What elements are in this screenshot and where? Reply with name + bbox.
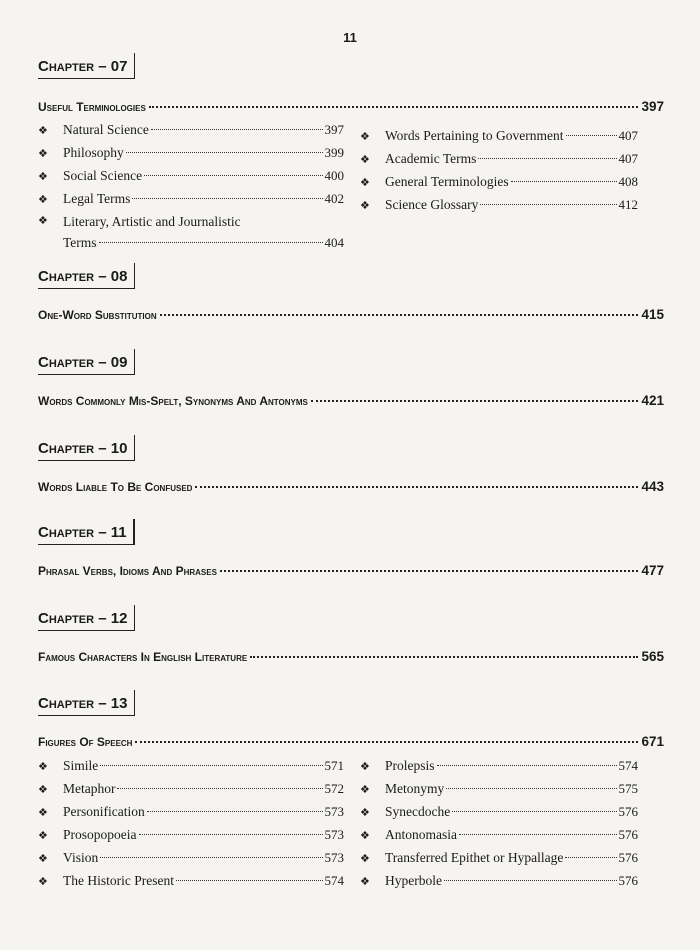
- leader-dots: [176, 880, 323, 881]
- toc-entry[interactable]: [38, 307, 664, 322]
- leader-dots: [437, 765, 617, 766]
- bullet-icon: ❖: [360, 131, 370, 143]
- chapter-heading: Chapter – 08: [38, 268, 135, 289]
- subtopic-item[interactable]: [360, 125, 638, 148]
- leader-dots: [459, 834, 617, 835]
- leader-dots: [478, 158, 616, 159]
- chapter-page: 565: [641, 649, 664, 664]
- subtopic-columns: [38, 755, 664, 887]
- chapter-12: [38, 610, 664, 664]
- leader-dots: [444, 880, 617, 881]
- page-number: 11: [343, 30, 357, 45]
- toc-entry[interactable]: [38, 99, 664, 114]
- bullet-icon: ❖: [360, 200, 370, 212]
- leader-dots: [160, 314, 639, 316]
- leader-dots: [311, 400, 639, 402]
- chapter-10: [38, 440, 664, 494]
- subtopic-name: Simile: [63, 758, 99, 773]
- subtopic-item[interactable]: [360, 870, 638, 893]
- subtopic-name: Transferred Epithet or Hypallage: [385, 850, 564, 865]
- bullet-icon: ❖: [38, 194, 48, 206]
- toc-entry[interactable]: [38, 649, 664, 664]
- subtopic-item[interactable]: [38, 165, 344, 188]
- subtopic-page: 573: [324, 850, 344, 865]
- subtopic-item[interactable]: [38, 870, 344, 893]
- chapter-09: [38, 354, 664, 408]
- subtopic-page: 402: [324, 191, 344, 206]
- bullet-icon: ❖: [360, 830, 370, 842]
- chapter-13: [38, 695, 664, 887]
- subtopic-page: 574: [324, 873, 344, 888]
- subtopic-page: 576: [618, 873, 638, 888]
- subtopic-page: 404: [324, 235, 344, 250]
- leader-dots: [132, 198, 322, 199]
- chapter-title: Figures Of Speech: [38, 735, 133, 749]
- chapter-page: 397: [641, 99, 664, 114]
- subtopic-name: General Terminologies: [385, 174, 509, 189]
- subtopic-item[interactable]: [38, 801, 344, 824]
- leader-dots: [100, 765, 322, 766]
- bullet-icon: ❖: [38, 761, 48, 773]
- subtopic-name-line1: Literary, Artistic and Journalistic: [63, 214, 241, 229]
- bullet-icon: ❖: [38, 784, 48, 796]
- subtopic-name-line2: Terms: [63, 235, 97, 250]
- subtopic-name: Metaphor: [63, 781, 116, 796]
- bullet-icon: ❖: [360, 807, 370, 819]
- toc-entry[interactable]: [38, 479, 664, 494]
- chapter-heading: Chapter – 12: [38, 610, 135, 631]
- bullet-icon: ❖: [38, 807, 48, 819]
- chapter-page: 443: [641, 479, 664, 494]
- subtopic-name: Social Science: [63, 168, 143, 183]
- subtopic-item[interactable]: [38, 142, 344, 165]
- leader-dots: [149, 106, 639, 108]
- subtopic-item[interactable]: [38, 824, 344, 847]
- subtopic-page: 576: [618, 804, 638, 819]
- subtopic-column-right: [360, 125, 638, 217]
- subtopic-page: 575: [618, 781, 638, 796]
- leader-dots: [144, 175, 322, 176]
- subtopic-name: Academic Terms: [385, 151, 477, 166]
- subtopic-item[interactable]: [38, 755, 344, 778]
- subtopic-name: The Historic Present: [63, 873, 174, 888]
- subtopic-item[interactable]: [38, 188, 344, 211]
- leader-dots: [195, 486, 638, 488]
- subtopic-item[interactable]: [360, 778, 638, 801]
- chapter-title: Words Liable To Be Confused: [38, 480, 193, 494]
- bullet-icon: ❖: [360, 761, 370, 773]
- bullet-icon: ❖: [360, 853, 370, 865]
- chapter-heading: Chapter – 13: [38, 695, 135, 716]
- subtopic-column-left: [38, 755, 344, 893]
- subtopic-item[interactable]: [360, 171, 638, 194]
- chapter-08: [38, 268, 664, 322]
- leader-dots: [135, 741, 638, 743]
- leader-dots: [565, 857, 616, 858]
- subtopic-name: Prolepsis: [385, 758, 435, 773]
- leader-dots: [117, 788, 322, 789]
- bullet-icon: ❖: [38, 830, 48, 842]
- bullet-icon: ❖: [360, 154, 370, 166]
- leader-dots: [250, 656, 638, 658]
- chapter-11: [38, 524, 664, 578]
- chapter-page: 671: [641, 734, 664, 749]
- leader-dots: [100, 857, 322, 858]
- chapter-title: Phrasal Verbs, Idioms And Phrases: [38, 564, 217, 578]
- leader-dots: [511, 181, 617, 182]
- bullet-icon: ❖: [38, 148, 48, 160]
- subtopic-name: Prosopopoeia: [63, 827, 137, 842]
- toc-entry[interactable]: [38, 563, 664, 578]
- subtopic-page: 407: [618, 151, 638, 166]
- bullet-icon: ❖: [360, 876, 370, 888]
- subtopic-page: 397: [324, 122, 344, 137]
- toc-entry[interactable]: [38, 393, 664, 408]
- subtopic-name: Metonymy: [385, 781, 445, 796]
- subtopic-name: Antonomasia: [385, 827, 457, 842]
- subtopic-name: Synecdoche: [385, 804, 451, 819]
- subtopic-name: Words Pertaining to Government: [385, 128, 564, 143]
- leader-dots: [480, 204, 616, 205]
- subtopic-page: 574: [618, 758, 638, 773]
- subtopic-page: 572: [324, 781, 344, 796]
- subtopic-page: 412: [618, 197, 638, 212]
- subtopic-item[interactable]: [38, 119, 344, 142]
- subtopic-page: 576: [618, 827, 638, 842]
- subtopic-page: 407: [618, 128, 638, 143]
- subtopic-name: Legal Terms: [63, 191, 131, 206]
- subtopic-name: Personification: [63, 804, 145, 819]
- chapter-page: 477: [641, 563, 664, 578]
- subtopic-columns: [38, 119, 664, 249]
- bullet-icon: ❖: [38, 215, 48, 227]
- subtopic-item[interactable]: [38, 847, 344, 870]
- subtopic-item[interactable]: [360, 148, 638, 171]
- subtopic-page: 573: [324, 804, 344, 819]
- leader-dots: [126, 152, 323, 153]
- chapter-title: Words Commonly Mis-Spelt, Synonyms And Antonyms: [38, 394, 308, 408]
- subtopic-name: Hyperbole: [385, 873, 442, 888]
- subtopic-name: Natural Science: [63, 122, 149, 137]
- subtopic-item[interactable]: [360, 755, 638, 778]
- toc-entry[interactable]: [38, 734, 664, 749]
- bullet-icon: ❖: [38, 171, 48, 183]
- subtopic-item[interactable]: [38, 778, 344, 801]
- bullet-icon: ❖: [38, 125, 48, 137]
- bullet-icon: ❖: [360, 784, 370, 796]
- chapter-page: 421: [641, 393, 664, 408]
- subtopic-item[interactable]: [360, 194, 638, 217]
- chapter-heading: Chapter – 07: [38, 58, 135, 79]
- subtopic-name: Philosophy: [63, 145, 124, 160]
- subtopic-column-right: [360, 755, 638, 893]
- bullet-icon: ❖: [38, 853, 48, 865]
- subtopic-name: Vision: [63, 850, 99, 865]
- bullet-icon: ❖: [360, 177, 370, 189]
- chapter-page: 415: [641, 307, 664, 322]
- leader-dots: [139, 834, 323, 835]
- leader-dots: [446, 788, 616, 789]
- leader-dots: [147, 811, 323, 812]
- chapter-heading: Chapter – 09: [38, 354, 135, 375]
- subtopic-page: 399: [324, 145, 344, 160]
- chapter-title: Useful Terminologies: [38, 100, 146, 114]
- subtopic-item[interactable]: [360, 824, 638, 847]
- leader-dots: [151, 129, 323, 130]
- leader-dots: [99, 242, 323, 243]
- subtopic-item[interactable]: [38, 211, 344, 253]
- subtopic-item[interactable]: [360, 847, 638, 870]
- subtopic-page: 408: [618, 174, 638, 189]
- leader-dots: [452, 811, 616, 812]
- subtopic-item[interactable]: [360, 801, 638, 824]
- subtopic-page: 576: [618, 850, 638, 865]
- chapter-heading: Chapter – 11: [38, 524, 135, 545]
- chapter-07: [38, 58, 664, 249]
- chapter-title: Famous Characters In English Literature: [38, 650, 248, 664]
- leader-dots: [220, 570, 639, 572]
- subtopic-page: 571: [324, 758, 344, 773]
- bullet-icon: ❖: [38, 876, 48, 888]
- chapter-title: One-Word Substitution: [38, 308, 157, 322]
- subtopic-column-left: [38, 119, 344, 253]
- subtopic-page: 400: [324, 168, 344, 183]
- chapter-heading: Chapter – 10: [38, 440, 135, 461]
- leader-dots: [566, 135, 617, 136]
- subtopic-name: Science Glossary: [385, 197, 479, 212]
- subtopic-page: 573: [324, 827, 344, 842]
